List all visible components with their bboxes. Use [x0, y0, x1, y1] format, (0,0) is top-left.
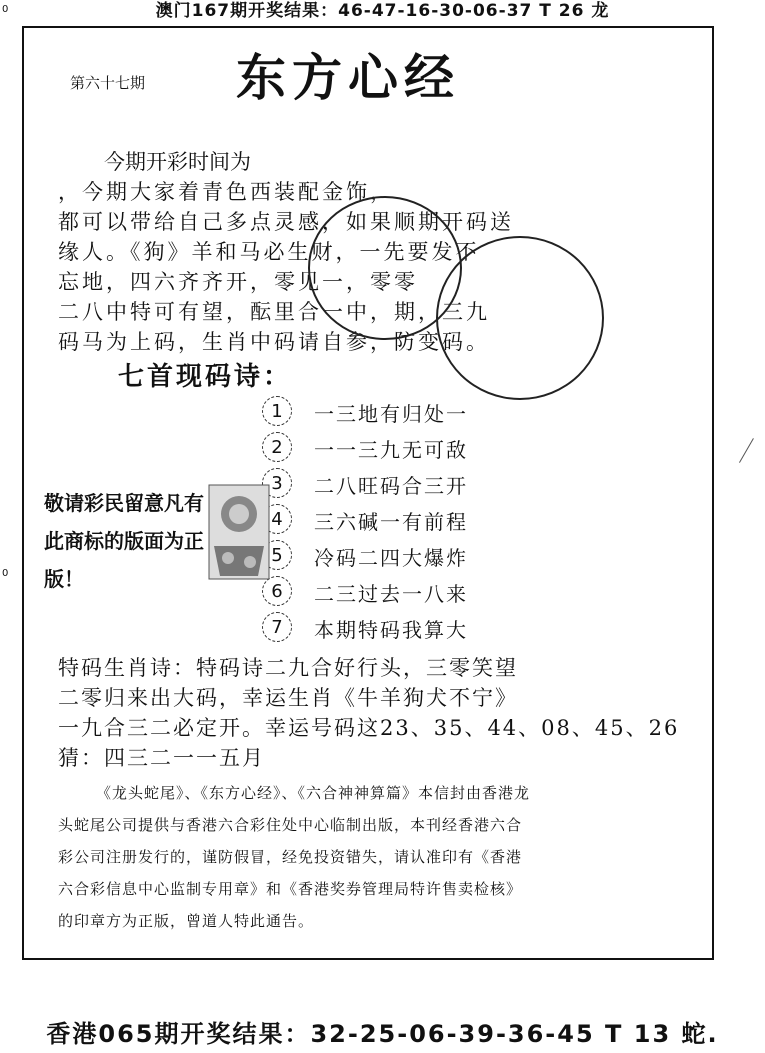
- issue-number: 第六十七期: [70, 74, 146, 92]
- trademark-emblem-icon: [208, 484, 270, 580]
- poem-line: 二八旺码合三开: [314, 474, 468, 498]
- footer-line: 《龙头蛇尾》、《东方心经》、《六合神神算篇》本信封由香港龙: [96, 784, 531, 802]
- macau-result-banner: 澳门167期开奖结果：46-47-16-30-06-37 T 26 龙: [155, 1, 610, 21]
- poem-line: 一一三九无可敌: [314, 438, 468, 462]
- poem-number: 3: [262, 468, 292, 498]
- poem-line: 本期特码我算大: [314, 618, 468, 642]
- special-line: 特码生肖诗：特码诗二九合好行头，三零笑望: [58, 656, 518, 680]
- poem-number: 2: [262, 432, 292, 462]
- poem-number: 1: [262, 396, 292, 426]
- poem-number: 6: [262, 576, 292, 606]
- hongkong-result-banner: 香港065期开奖结果：32-25-06-39-36-45 T 13 蛇.: [46, 1020, 719, 1048]
- intro-line: 二八中特可有望，酝里合一中，期，三九: [58, 300, 490, 324]
- intro-line: 都可以带给自己多点灵感，如果顺期开码送: [58, 210, 514, 234]
- footer-line: 六合彩信息中心监制专用章》和《香港奖券管理局特许售卖检核》: [58, 880, 523, 898]
- poem-number: 4: [262, 504, 292, 534]
- intro-line: 缘人。《狗》羊和马必生财，一先要发不: [58, 240, 480, 264]
- poem-line: 一三地有归处一: [314, 402, 468, 426]
- footer-line: 头蛇尾公司提供与香港六合彩住处中心临制出版，本刊经香港六合: [58, 816, 523, 834]
- seal-stamp-right: [436, 236, 604, 400]
- poem-number: 5: [262, 540, 292, 570]
- poem-title: 七首现码诗：: [118, 362, 293, 392]
- special-line: 二零归来出大码，幸运生肖《牛羊狗犬不宁》: [58, 686, 518, 710]
- footer-line: 的印章方为正版，曾道人特此通告。: [58, 912, 315, 930]
- intro-line: ，今期大家着青色西装配金饰，: [58, 180, 394, 204]
- special-line: 一九合三二必定开。幸运号码这23、35、44、08、45、26: [58, 716, 680, 740]
- poem-line: 二三过去一八来: [314, 582, 468, 606]
- authenticity-notice: 敬请彩民留意凡有此商标的版面为正版！: [44, 491, 204, 591]
- scan-edge-mark: [739, 438, 765, 470]
- poem-line: 三六碱一有前程: [314, 510, 468, 534]
- poem-line: 冷码二四大爆炸: [314, 546, 468, 570]
- corner-mark-side: 0: [2, 568, 9, 579]
- footer-line: 彩公司注册发行的，谨防假冒，经免投资错失，请认准印有《香港: [58, 848, 523, 866]
- poem-number: 7: [262, 612, 292, 642]
- page-title: 东方心经: [236, 49, 460, 107]
- special-line: 猜：四三二一一五月: [58, 746, 265, 770]
- intro-line: 忘地，四六齐齐开，零见一，零零: [58, 270, 418, 294]
- intro-line: 码马为上码，生肖中码请自参，防变码。: [58, 330, 490, 354]
- intro-heading: 今期开彩时间为: [104, 150, 251, 174]
- corner-mark-top: 0: [2, 4, 9, 15]
